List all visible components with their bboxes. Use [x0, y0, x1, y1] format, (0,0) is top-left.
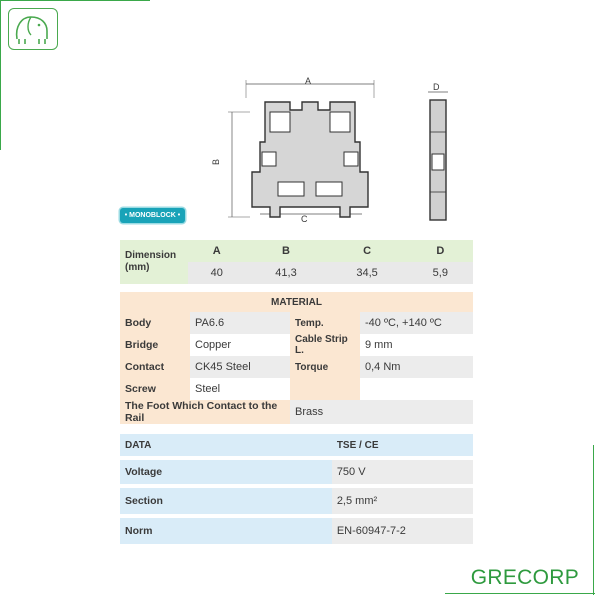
- dimension-value-d: 5,9: [408, 262, 473, 284]
- data-key-norm: Norm: [120, 518, 332, 544]
- dimension-table: [120, 240, 473, 284]
- dimension-value-b: 41,3: [245, 262, 326, 284]
- foot-rail-value: Brass: [290, 400, 473, 424]
- material-key: Body: [120, 312, 190, 334]
- material-key2-empty: [290, 378, 360, 400]
- foot-rail-key: The Foot Which Contact to the Rail: [120, 400, 290, 424]
- data-key-section: Section: [120, 488, 332, 514]
- material-value: Steel: [190, 378, 290, 400]
- dimension-header-c: C: [327, 240, 408, 262]
- data-key-voltage: Voltage: [120, 460, 332, 484]
- material-key2: Temp.: [290, 312, 360, 334]
- top-border-line: [0, 0, 150, 1]
- material-value2: -40 ºC, +140 ºC: [360, 312, 473, 334]
- dimension-value-a: 40: [188, 262, 245, 284]
- dimension-value-c: 34,5: [327, 262, 408, 284]
- material-key: Contact: [120, 356, 190, 378]
- data-value-norm: EN-60947-7-2: [332, 518, 473, 544]
- data-table: [120, 434, 473, 544]
- dimension-header-d: D: [408, 240, 473, 262]
- material-key2: Torque: [290, 356, 360, 378]
- data-header-value: TSE / CE: [332, 434, 473, 456]
- left-border-line: [0, 0, 1, 150]
- data-value-section: 2,5 mm²: [332, 488, 473, 514]
- material-key: Bridge: [120, 334, 190, 356]
- dimension-b-label: B: [211, 158, 222, 166]
- data-value-voltage: 750 V: [332, 460, 473, 484]
- data-header-key: DATA: [120, 434, 332, 456]
- material-value2: 9 mm: [360, 334, 473, 356]
- dimension-label: [120, 240, 188, 284]
- dimension-label-line2: (mm): [125, 262, 150, 273]
- elephant-logo-icon: [8, 8, 58, 50]
- bottom-border-line: [445, 593, 595, 594]
- monoblock-badge: • MONOBLOCK •: [120, 208, 185, 223]
- material-value2: 0,4 Nm: [360, 356, 473, 378]
- dimension-header-a: A: [188, 240, 245, 262]
- material-table: [120, 292, 473, 424]
- right-border-line: [593, 445, 594, 595]
- material-title: MATERIAL: [120, 292, 473, 312]
- material-key2: Cable Strip L.: [290, 334, 360, 356]
- material-value: PA6.6: [190, 312, 290, 334]
- dimension-a-label: A: [305, 76, 312, 86]
- dimension-label-line1: Dimension: [125, 250, 177, 261]
- material-value: CK45 Steel: [190, 356, 290, 378]
- dimension-header-b: B: [245, 240, 326, 262]
- material-value: Copper: [190, 334, 290, 356]
- brand-name: GRECORP: [470, 566, 579, 589]
- dimension-c-label: C: [301, 214, 308, 224]
- material-value2-empty: [360, 378, 473, 400]
- terminal-block-drawing: [210, 72, 470, 232]
- material-key: Screw: [120, 378, 190, 400]
- dimension-d-label: D: [433, 82, 440, 92]
